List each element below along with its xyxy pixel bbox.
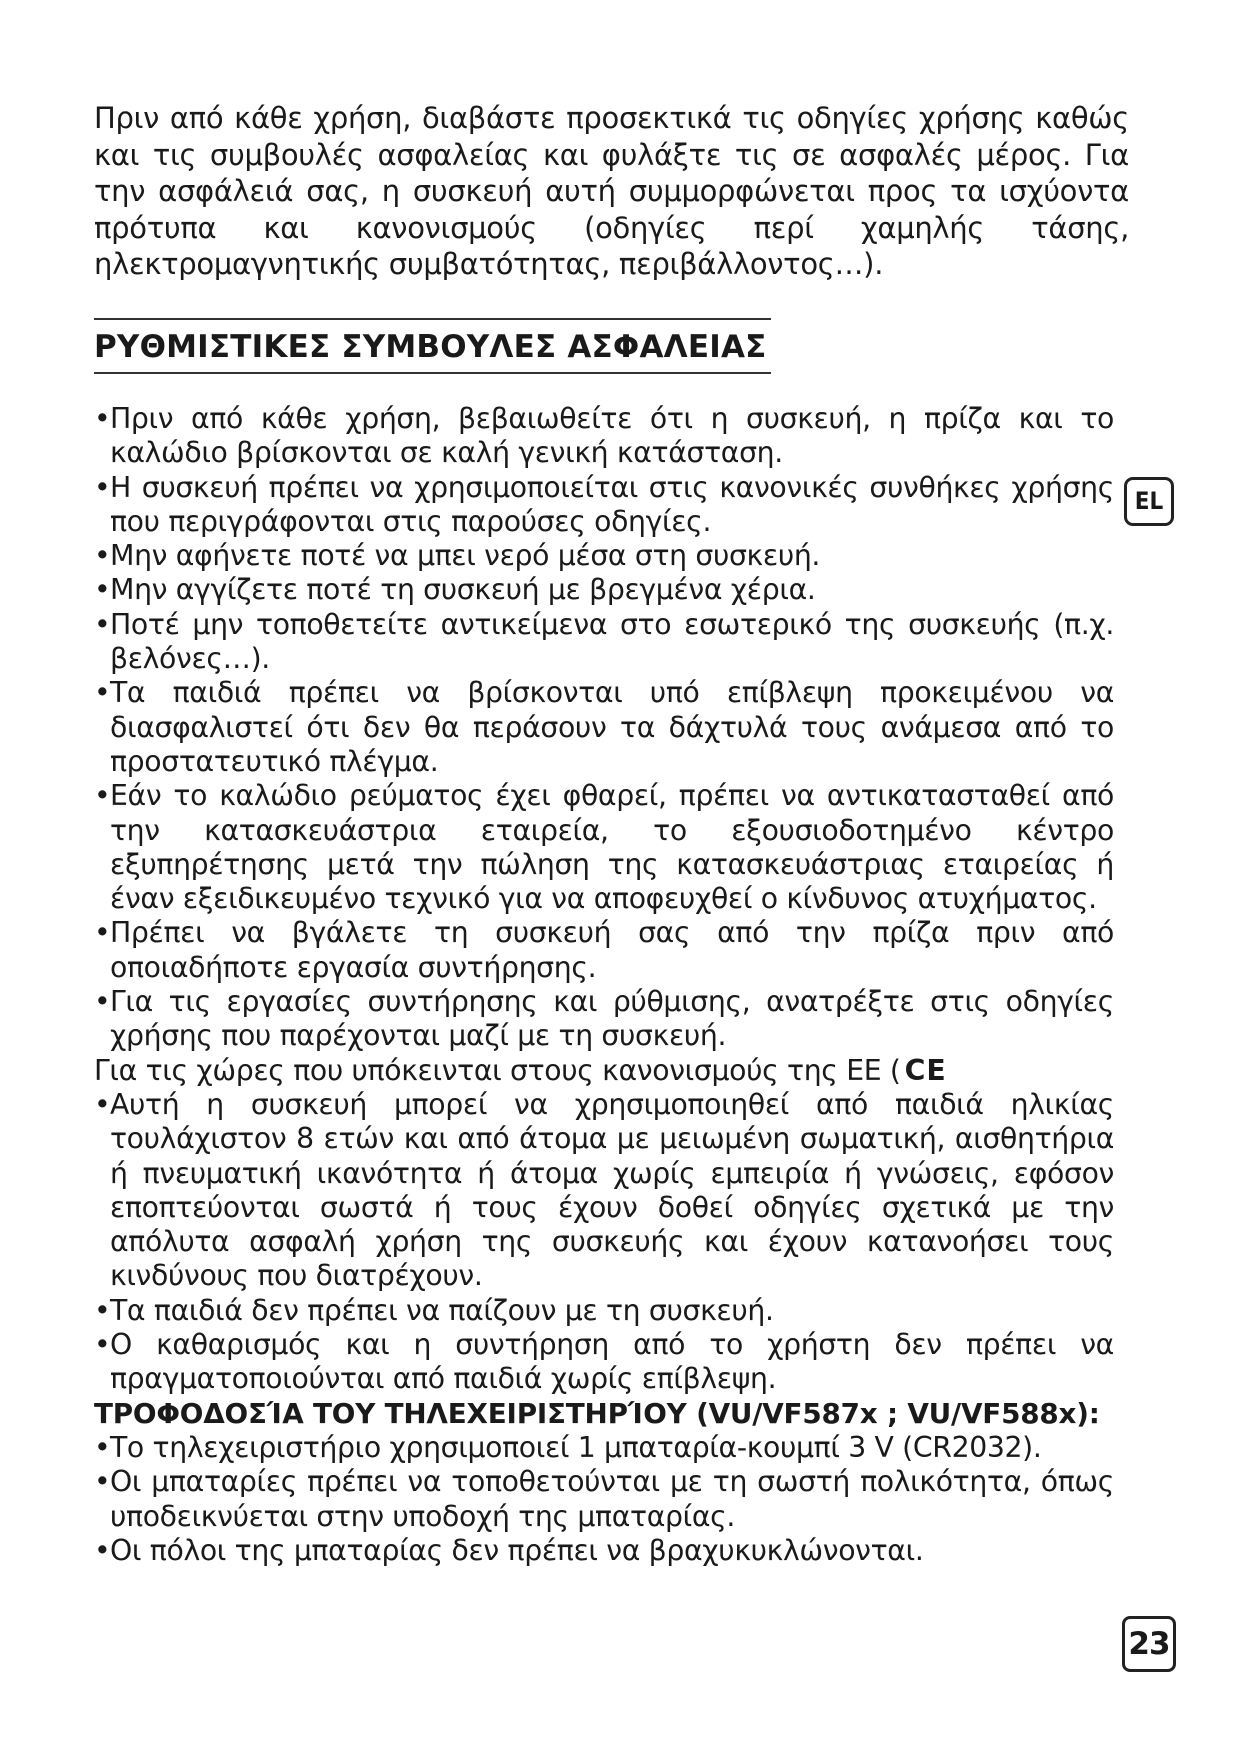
- bullet-icon: •: [94, 1534, 111, 1567]
- list-item: [94, 1465, 1114, 1534]
- safety-rules-list: [94, 402, 1114, 1568]
- bullet-icon: •: [94, 676, 111, 710]
- list-item: [94, 1431, 1114, 1465]
- list-item-text: Οι πόλοι της μπαταρίας δεν πρέπει να βραχυκυκλώνονται.: [110, 1534, 924, 1567]
- ce-mark-icon: CE: [904, 1053, 947, 1087]
- list-item-text: Ο καθαρισμός και η συντήρηση από το χρήστη δεν πρέπει να πραγματοποιούνται από παιδιά χωρίς επίβλεψη.: [110, 1328, 1114, 1396]
- list-item-text: Το τηλεχειριστήριο χρησιμοποιεί 1 μπαταρία-κουμπί 3 V (CR2032).: [110, 1431, 1042, 1465]
- bullet-icon: •: [94, 1293, 111, 1327]
- list-item: [94, 1088, 1114, 1294]
- bullet-icon: •: [94, 1087, 111, 1121]
- eu-note: [94, 1054, 1114, 1088]
- remote-power-heading: ΤΡΟΦΟΔΟΣΊΑ ΤΟΥ ΤΗΛΕΧΕΙΡΙΣΤΗΡΊΟΥ (VU/VF587x ; VU/VF588x):: [94, 1396, 1100, 1430]
- list-item: [94, 1328, 1114, 1397]
- bullet-icon: •: [94, 470, 111, 504]
- list-item: [94, 1294, 1114, 1328]
- list-item-text: Πριν από κάθε χρήση, βεβαιωθείτε ότι η συσκευή, η πρίζα και το καλώδιο βρίσκονται σε καλή γενική κατάσταση.: [110, 402, 1114, 470]
- list-item: [94, 676, 1114, 779]
- list-item-text: Πρέπει να βγάλετε τη συσκευή σας από την πρίζα πριν από οποιαδήποτε εργασία συντήρησης.: [110, 916, 1114, 984]
- bullet-icon: •: [94, 607, 111, 641]
- bullet-icon: •: [94, 1431, 111, 1465]
- page-number: 23: [1122, 1616, 1176, 1672]
- list-item-text: Οι μπαταρίες πρέπει να τοποθετούνται με τη σωστή πολικότητα, όπως υποδεικνύεται στην υποδοχή της μπαταρίας.: [110, 1465, 1114, 1533]
- list-item: [94, 539, 1114, 573]
- list-item: [94, 402, 1114, 471]
- bullet-icon: •: [94, 1465, 111, 1499]
- list-item: [94, 573, 1114, 607]
- language-tab: EL: [1124, 477, 1174, 526]
- list-item: [94, 916, 1114, 985]
- list-item-text: Τα παιδιά πρέπει να βρίσκονται υπό επίβλεψη προκειμένου να διασφαλιστεί ότι δεν θα περάσουν τα δάχτυλά τους ανάμεσα από το προστατευτικό πλέγμα.: [110, 676, 1114, 778]
- bullet-icon: •: [94, 573, 111, 607]
- bullet-icon: •: [94, 402, 111, 435]
- intro-paragraph: Πριν από κάθε χρήση, διαβάστε προσεκτικά τις οδηγίες χρήσης καθώς και τις συμβουλές ασφαλείας και φυλάξτε τις σε ασφαλές μέρος. Για την ασφάλειά σας, η συσκευή αυτή συμμορφώνεται προς τα ισχύοντα πρότυπα και κανονισμούς (οδηγίες περί χαμηλής τάσης, ηλεκτρομαγνητικής συμβατότητας, περιβάλλοντος…).: [94, 101, 1129, 281]
- list-item-text: Εάν το καλώδιο ρεύματος έχει φθαρεί, πρέπει να αντικατασταθεί από την κατασκευάστρια εταιρεία, το εξουσιοδοτημένο κέντρο εξυπηρέτησης μετά την πώληση της κατασκευάστριας εταιρείας ή έναν εξειδικευμένο τεχνικό για να αποφευχθεί ο κίνδυνος ατυχήματος.: [110, 779, 1114, 916]
- list-item-text: Αυτή η συσκευή μπορεί να χρησιμοποιηθεί από παιδιά ηλικίας τουλάχιστον 8 ετών και από άτομα με μειωμένη σωματική, αισθητήρια ή πνευματική ικανότητα ή άτομα χωρίς εμπειρία ή γνώσεις, εφόσον εποπτεύονται σωστά ή τους έχουν δοθεί οδηγίες σχετικά με την απόλυτα ασφαλή χρήση της συσκευής και έχουν κατανοήσει τους κινδύνους που διατρέχουν.: [110, 1087, 1114, 1293]
- list-item: [94, 471, 1114, 540]
- list-item: [94, 1534, 1114, 1568]
- bullet-icon: •: [94, 779, 111, 813]
- list-item-text: Για τις εργασίες συντήρησης και ρύθμισης, ανατρέξτε στις οδηγίες χρήσης που παρέχονται μαζί με τη συσκευή.: [110, 985, 1114, 1053]
- bullet-icon: •: [94, 916, 111, 950]
- bullet-icon: •: [94, 1328, 111, 1362]
- list-item-text: Η συσκευή πρέπει να χρησιμοποιείται στις κανονικές συνθήκες χρήσης που περιγράφονται στις παρούσες οδηγίες.: [110, 470, 1114, 538]
- list-item-text: Μην αγγίζετε ποτέ τη συσκευή με βρεγμένα χέρια.: [110, 573, 816, 607]
- list-item: [94, 779, 1114, 916]
- bullet-icon: •: [94, 539, 111, 573]
- list-item-text: Μην αφήνετε ποτέ να μπει νερό μέσα στη συσκευή.: [110, 539, 821, 573]
- section-heading: ΡΥΘΜΙΣΤΙΚΕΣ ΣΥΜΒΟΥΛΕΣ ΑΣΦΑΛΕΙΑΣ: [94, 318, 771, 374]
- eu-note-text: Για τις χώρες που υπόκεινται στους κανονισμούς της ΕΕ (: [94, 1053, 901, 1087]
- list-item: [94, 608, 1114, 677]
- list-item: [94, 985, 1114, 1054]
- list-item-text: Ποτέ μην τοποθετείτε αντικείμενα στο εσωτερικό της συσκευής (π.χ. βελόνες…).: [110, 607, 1114, 676]
- bullet-icon: •: [94, 985, 111, 1019]
- list-item-text: Τα παιδιά δεν πρέπει να παίζουν με τη συσκευή.: [110, 1293, 774, 1327]
